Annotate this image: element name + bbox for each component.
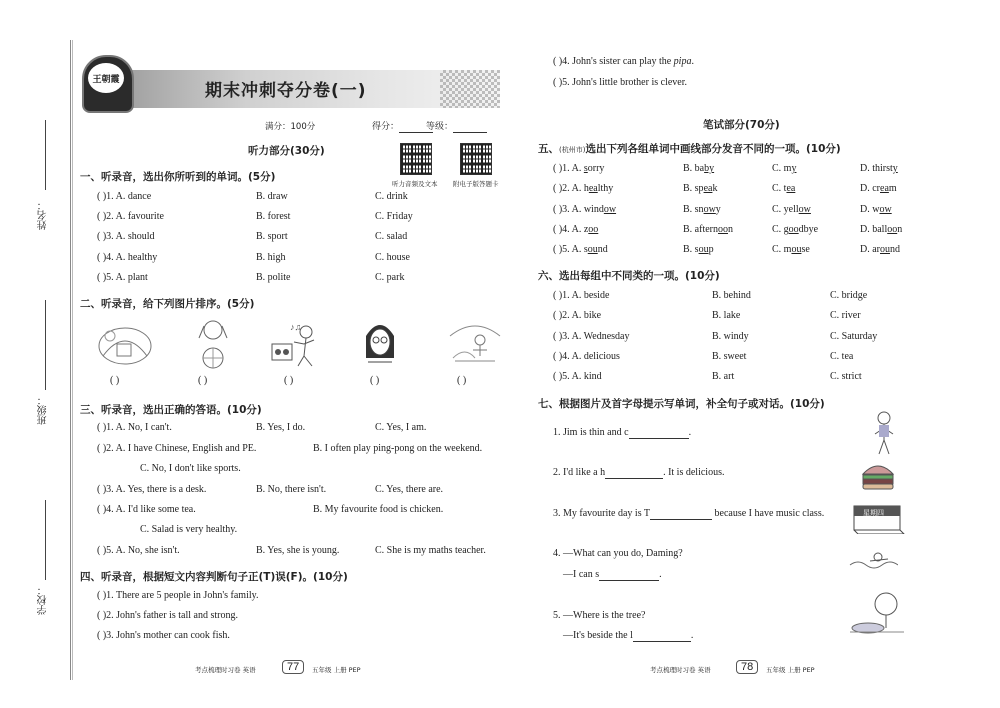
qr-code-audio[interactable] [400,143,432,175]
binding-line [70,40,71,680]
footer-right-grade: 五年级 上册 PEP [766,666,815,674]
option-b: B. draw [256,191,288,202]
fill-sentence-5a: 5. —Where is the tree? [553,610,646,621]
option-c: C. Saturday [830,331,878,342]
binding-line-inner [72,40,73,680]
section4-heading: 四、听录音，根据短文内容判断句子正(T)误(F)。(10分) [80,571,348,583]
exam-title: 期末冲刺夺分卷(一) [205,81,367,101]
option-b: B. lake [712,310,741,321]
option-d: D. wow [860,204,892,215]
option-c: C. tea [772,183,796,194]
option-c: C. tea [830,351,854,362]
option-b: B. speak [683,183,718,194]
score-label: 得分： [372,121,433,133]
option-c: C. house [375,252,410,263]
fill-sentence-4a: 4. —What can you do, Daming? [553,548,683,559]
picture-girl-glasses [360,318,400,368]
question-text: ( )4. A. delicious [553,351,620,362]
option-b: B. My favourite food is chicken. [313,504,444,515]
tf-item-4: ( )4. John's sister can play the pipa. [553,56,694,67]
phonics-row: ( )3. A. window [553,204,617,215]
question-text: ( )2. A. bike [553,310,602,321]
question-text: ( )3. A. Yes, there is a desk. [97,484,207,495]
picture-dog-ball [193,316,233,371]
order-blank-1[interactable]: ( ) [110,375,120,386]
question-text: ( )3. A. should [97,231,155,242]
picture-hamburger [860,460,896,492]
page-number-right: 78 [736,660,758,674]
order-blank-2[interactable]: ( ) [198,375,208,386]
picture-girl-radio [268,320,323,368]
question-text: ( )1. A. beside [553,290,610,301]
calendar-label: 星期四 [863,509,884,517]
written-title: 笔试部分(70分) [703,119,780,131]
phonics-row: ( )4. A. zoo [553,224,599,235]
option-d: D. balloon [860,224,903,235]
section5-heading: 五、(杭州市)选出下列各组单词中画线部分发音不同的一项。(10分) [538,143,841,155]
option-b: B. art [712,371,735,382]
option-c: C. my [772,163,797,174]
qr-code-answer[interactable] [460,143,492,175]
option-b: B. Yes, I do. [256,422,306,433]
option-b: B. No, there isn't. [256,484,327,495]
option-c: C. mouse [772,244,810,255]
name-line [45,120,46,190]
section2-heading: 二、听录音，给下列图片排序。(5分) [80,298,255,310]
option-c: C. Salad is very healthy. [140,524,238,535]
picture-picnic [445,316,505,368]
fill-sentence-3: 3. My favourite day is T because I have music class. [553,508,825,519]
option-b: B. afternoon [683,224,733,235]
option-b: B. baby [683,163,715,174]
option-c: C. strict [830,371,862,382]
order-blank-4[interactable]: ( ) [370,375,380,386]
question-text: ( )4. A. healthy [97,252,158,263]
tf-item-5: ( )5. John's little brother is clever. [553,77,687,88]
school-line [45,500,46,580]
option-b: B. Yes, she is young. [256,545,340,556]
fill-sentence-4b: —I can s . [563,569,662,580]
picture-tree-lake [848,590,906,636]
option-c: C. goodbye [772,224,819,235]
tf-item: ( )2. John's father is tall and strong. [97,610,238,621]
option-d: D. around [860,244,900,255]
footer-right-text: 考点梳理时习卷 英语 [650,666,711,674]
fill-sentence-1: 1. Jim is thin and c . [553,427,692,438]
option-b: B. behind [712,290,751,301]
tf-item: ( )1. There are 5 people in John's family. [97,590,259,601]
svg-text:♪♫: ♪♫ [290,322,302,332]
footer-left-grade: 五年级 上册 PEP [312,666,361,674]
order-blank-5[interactable]: ( ) [457,375,467,386]
question-text: ( )3. A. Wednesday [553,331,630,342]
qr-caption-left: 听力音频及文本 [392,180,438,188]
full-score: 满分：100分 [265,122,316,132]
section7-heading: 七、根据图片及首字母提示写单词，补全句子或对话。(10分) [538,398,825,410]
question-text: ( )4. A. I'd like some tea. [97,504,196,515]
option-c: C. No, I don't like sports. [140,463,241,474]
fill-sentence-2: 2. I'd like a h . It is delicious. [553,467,725,478]
question-text: ( )5. A. kind [553,371,602,382]
question-text: ( )5. A. No, she isn't. [97,545,180,556]
option-b: B. sweet [712,351,747,362]
name-label: 姓名： [38,200,49,230]
question-text: ( )2. A. favourite [97,211,164,222]
qr-caption-right: 附电子版答题卡 [453,180,499,188]
option-c: C. river [830,310,861,321]
option-b: B. forest [256,211,291,222]
option-c: C. park [375,272,405,283]
option-b: B. polite [256,272,291,283]
banner-pattern [440,70,500,108]
option-c: C. Yes, I am. [375,422,427,433]
option-d: D. thirsty [860,163,898,174]
page-number-left: 77 [282,660,304,674]
logo-text: 王朝霞 [92,75,120,85]
option-b: B. I often play ping-pong on the weekend. [313,443,483,454]
footer-left-text: 考点梳理时习卷 英语 [195,666,256,674]
option-c: C. bridge [830,290,868,301]
option-b: B. snowy [683,204,721,215]
option-c: C. drink [375,191,408,202]
question-text: ( )1. A. dance [97,191,152,202]
option-c: C. salad [375,231,408,242]
question-text: ( )5. A. plant [97,272,148,283]
listening-title: 听力部分(30分) [248,145,325,157]
class-line [45,300,46,390]
section1-heading: 一、听录音，选出你所听到的单词。(5分) [80,171,276,183]
option-b: B. high [256,252,286,263]
option-c: C. Yes, there are. [375,484,444,495]
class-label: 班级： [38,395,49,425]
phonics-row: ( )5. A. sound [553,244,608,255]
question-text: ( )1. A. No, I can't. [97,422,172,433]
question-text: ( )2. A. I have Chinese, English and PE. [97,443,257,454]
option-b: B. soup [683,244,714,255]
option-d: D. cream [860,183,897,194]
phonics-row: ( )1. A. sorry [553,163,605,174]
picture-thin-boy [870,410,898,456]
tf-item: ( )3. John's mother can cook fish. [97,630,230,641]
option-b: B. windy [712,331,749,342]
picture-park-illustration [95,316,155,368]
school-label: 学校： [38,585,49,615]
grade-label: 等级： [426,121,487,133]
section6-heading: 六、选出每组中不同类的一项。(10分) [538,270,720,282]
picture-swimming [848,545,898,575]
fill-sentence-5b: —It's beside the l . [563,630,694,641]
option-c: C. She is my maths teacher. [375,545,486,556]
option-c: C. Friday [375,211,413,222]
option-c: C. yellow [772,204,811,215]
section3-heading: 三、听录音，选出正确的答语。(10分) [80,404,262,416]
order-blank-3[interactable]: ( ) [284,375,294,386]
phonics-row: ( )2. A. healthy [553,183,614,194]
option-b: B. sport [256,231,288,242]
